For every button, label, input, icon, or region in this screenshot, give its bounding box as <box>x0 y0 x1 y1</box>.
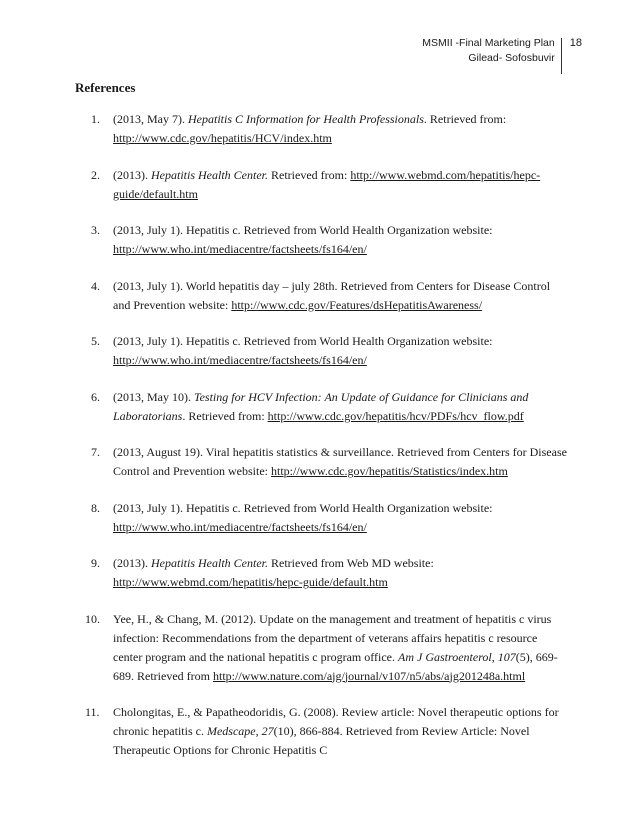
reference-volume: 27 <box>261 724 274 738</box>
reference-item <box>75 703 567 760</box>
references-heading: References <box>75 80 136 95</box>
reference-link[interactable]: http://www.who.int/mediacentre/factsheets/fs164/en/ <box>113 353 367 367</box>
reference-link[interactable]: http://www.webmd.com/hepatitis/hepc-guide/default.htm <box>113 167 541 201</box>
reference-text: . Retrieved from: <box>182 408 268 423</box>
reference-link[interactable]: http://www.cdc.gov/hepatitis/hcv/PDFs/hcv_flow.pdf <box>267 408 524 423</box>
header-title: MSMII -Final Marketing Plan <box>422 37 555 49</box>
reference-number: 5. <box>91 334 100 348</box>
reference-journal: Medscape <box>206 724 256 738</box>
reference-journal: Am J Gastroenterol <box>398 649 492 664</box>
reference-link[interactable]: http://www.cdc.gov/Features/dsHepatitisAwareness/ <box>231 297 483 312</box>
reference-number: 2. <box>91 167 100 182</box>
reference-text: (2013, July 1). World hepatitis day – july 28th. Retrieved from Centers for Disease Control and Prevention website: <box>113 278 551 312</box>
reference-text: (2013, July 1). Hepatitis c. Retrieved from World Health Organization website: <box>113 223 493 237</box>
reference-item <box>75 610 567 686</box>
reference-text: , <box>255 724 262 738</box>
reference-item <box>75 166 567 204</box>
reference-text: Cholongitas, E., & Papatheodoridis, G. (2008). Review article: Novel therapeutic options for chronic hepatitis c. <box>113 705 559 738</box>
reference-number: 6. <box>91 389 100 404</box>
header-subtitle: Gilead- Sofosbuvir <box>468 52 555 64</box>
reference-text: , <box>491 649 498 664</box>
running-header <box>422 36 582 74</box>
reference-list <box>75 110 567 778</box>
reference-item <box>75 499 567 537</box>
reference-link[interactable]: http://www.nature.com/ajg/journal/v107/n5/abs/ajg201248a.html <box>212 668 526 683</box>
page-number: 18 <box>569 37 582 49</box>
reference-link[interactable]: http://www.cdc.gov/hepatitis/Statistics/index.htm <box>270 464 508 478</box>
reference-text: (2013, May 7). <box>113 112 188 126</box>
reference-text: (2013, July 1). Hepatitis c. Retrieved from World Health Organization website: <box>113 500 493 515</box>
reference-number: 8. <box>91 500 100 515</box>
reference-link[interactable]: http://www.who.int/mediacentre/factsheets/fs164/en/ <box>113 242 367 256</box>
reference-title: Hepatitis Health Center. <box>151 556 268 570</box>
reference-text: (10), 866-884. Retrieved from Review Article: Novel Therapeutic Options for Chronic Hepatitis C <box>113 724 530 757</box>
reference-item <box>75 443 567 481</box>
reference-number: 7. <box>91 445 100 459</box>
reference-link[interactable]: http://www.cdc.gov/hepatitis/HCV/index.htm <box>113 131 332 145</box>
header-text <box>422 36 560 66</box>
reference-number: 9. <box>91 556 100 570</box>
reference-item <box>75 554 567 592</box>
reference-text: (2013, August 19). Viral hepatitis statistics & surveillance. Retrieved from Centers for Disease Control and Prevention website: <box>113 445 567 478</box>
reference-item <box>75 332 567 370</box>
reference-text: Retrieved from Web MD website: <box>268 556 434 570</box>
reference-text: (2013, July 1). Hepatitis c. Retrieved from World Health Organization website: <box>113 334 493 348</box>
reference-number: 3. <box>91 223 100 237</box>
reference-title: Testing for HCV Infection: An Update of Guidance for Clinicians and Laboratorians <box>113 389 529 423</box>
reference-number: 1. <box>91 112 100 126</box>
reference-text: . Retrieved from: <box>423 112 507 126</box>
reference-link[interactable]: http://www.webmd.com/hepatitis/hepc-guide/default.htm <box>113 575 388 589</box>
reference-text: (2013, May 10). <box>113 389 194 404</box>
reference-title: Hepatitis C Information for Health Professionals <box>188 112 424 126</box>
reference-text: (2013). <box>113 167 151 182</box>
reference-item <box>75 110 567 148</box>
reference-link[interactable]: http://www.who.int/mediacentre/factsheets/fs164/en/ <box>113 519 367 534</box>
reference-item <box>75 388 567 426</box>
reference-number: 10. <box>85 611 100 626</box>
reference-item <box>75 277 567 315</box>
reference-number: 4. <box>91 278 100 293</box>
reference-text: (5), 669-689. Retrieved from <box>113 649 558 683</box>
reference-title: Hepatitis Health Center. <box>151 167 268 182</box>
reference-text: (2013). <box>113 556 151 570</box>
reference-volume: 107 <box>497 649 516 664</box>
reference-text: Retrieved from: <box>268 167 351 182</box>
reference-item <box>75 221 567 259</box>
reference-number: 11. <box>85 705 100 719</box>
reference-text: Yee, H., & Chang, M. (2012). Update on the management and treatment of hepatitis c virus infection: Recommendations from the department of veterans affairs hepatitis c resource center program and the national hepatitis c program office. <box>113 611 552 664</box>
